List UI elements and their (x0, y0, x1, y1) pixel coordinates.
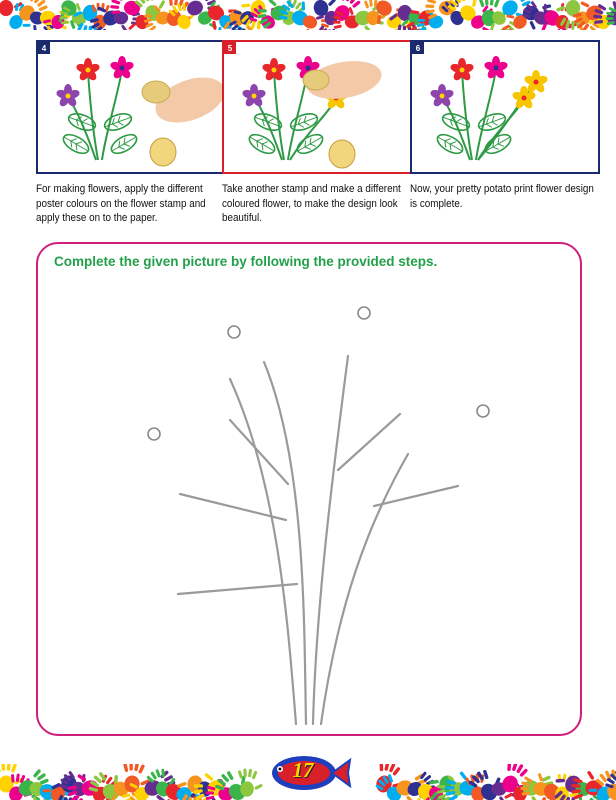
activity-box (36, 242, 582, 736)
hand-with-potato (142, 69, 224, 131)
step-number-badge: 6 (412, 42, 424, 54)
flower-stamp-illustration (412, 42, 598, 172)
handprint-pattern-bottom (0, 764, 616, 800)
flower-print (429, 84, 454, 108)
step-image-frame (222, 40, 412, 174)
activity-instruction: Complete the given picture by following the provided steps. (54, 254, 438, 269)
step-caption: Take another stamp and make a different coloured flower, to make the design look beautiful. (222, 183, 401, 224)
flower-bouquet (55, 56, 139, 160)
step-number-badge: 4 (38, 42, 50, 54)
trace-branch (230, 420, 288, 484)
leaf-print (108, 131, 139, 157)
trace-dot (477, 405, 489, 417)
leaf-print (102, 111, 133, 134)
trace-stem (321, 454, 408, 724)
leaf-print (288, 111, 319, 134)
flower-placement-dots (148, 307, 489, 440)
handprint-pattern-top (0, 0, 616, 30)
trace-dot (148, 428, 160, 440)
trace-stem (264, 362, 306, 724)
leaf-print (294, 131, 325, 157)
step-caption: For making flowers, apply the different poster colours on the flower stamp and apply these on to the paper. (36, 183, 206, 224)
tree-trace-lines (178, 356, 458, 724)
bottom-handprint-border (0, 764, 616, 800)
step-panel-6 (410, 40, 600, 211)
flower-print (483, 56, 508, 80)
leaf-print (476, 111, 507, 134)
flower-print (55, 84, 80, 108)
tracing-tree-drawing[interactable] (38, 244, 579, 733)
trace-dot (228, 326, 240, 338)
flower-stamp-illustration (224, 42, 410, 172)
potato-slice (150, 138, 176, 166)
trace-branch (338, 414, 400, 470)
step-number-badge: 5 (224, 42, 236, 54)
potato-slice (329, 140, 355, 168)
trace-dot (358, 307, 370, 319)
flower-stamp-illustration (38, 42, 224, 172)
trace-branch (178, 584, 297, 594)
flower-print (241, 84, 266, 108)
top-handprint-border (0, 0, 616, 30)
flower-print (109, 56, 134, 80)
step-caption: Now, your pretty potato print flower design is complete. (410, 183, 594, 210)
step-panel-4 (36, 40, 226, 226)
step-image-frame (36, 40, 226, 174)
page-number: 17 (292, 758, 314, 782)
step-image-frame (410, 40, 600, 174)
step-panel-5 (222, 40, 412, 226)
flower-bouquet (429, 56, 548, 160)
